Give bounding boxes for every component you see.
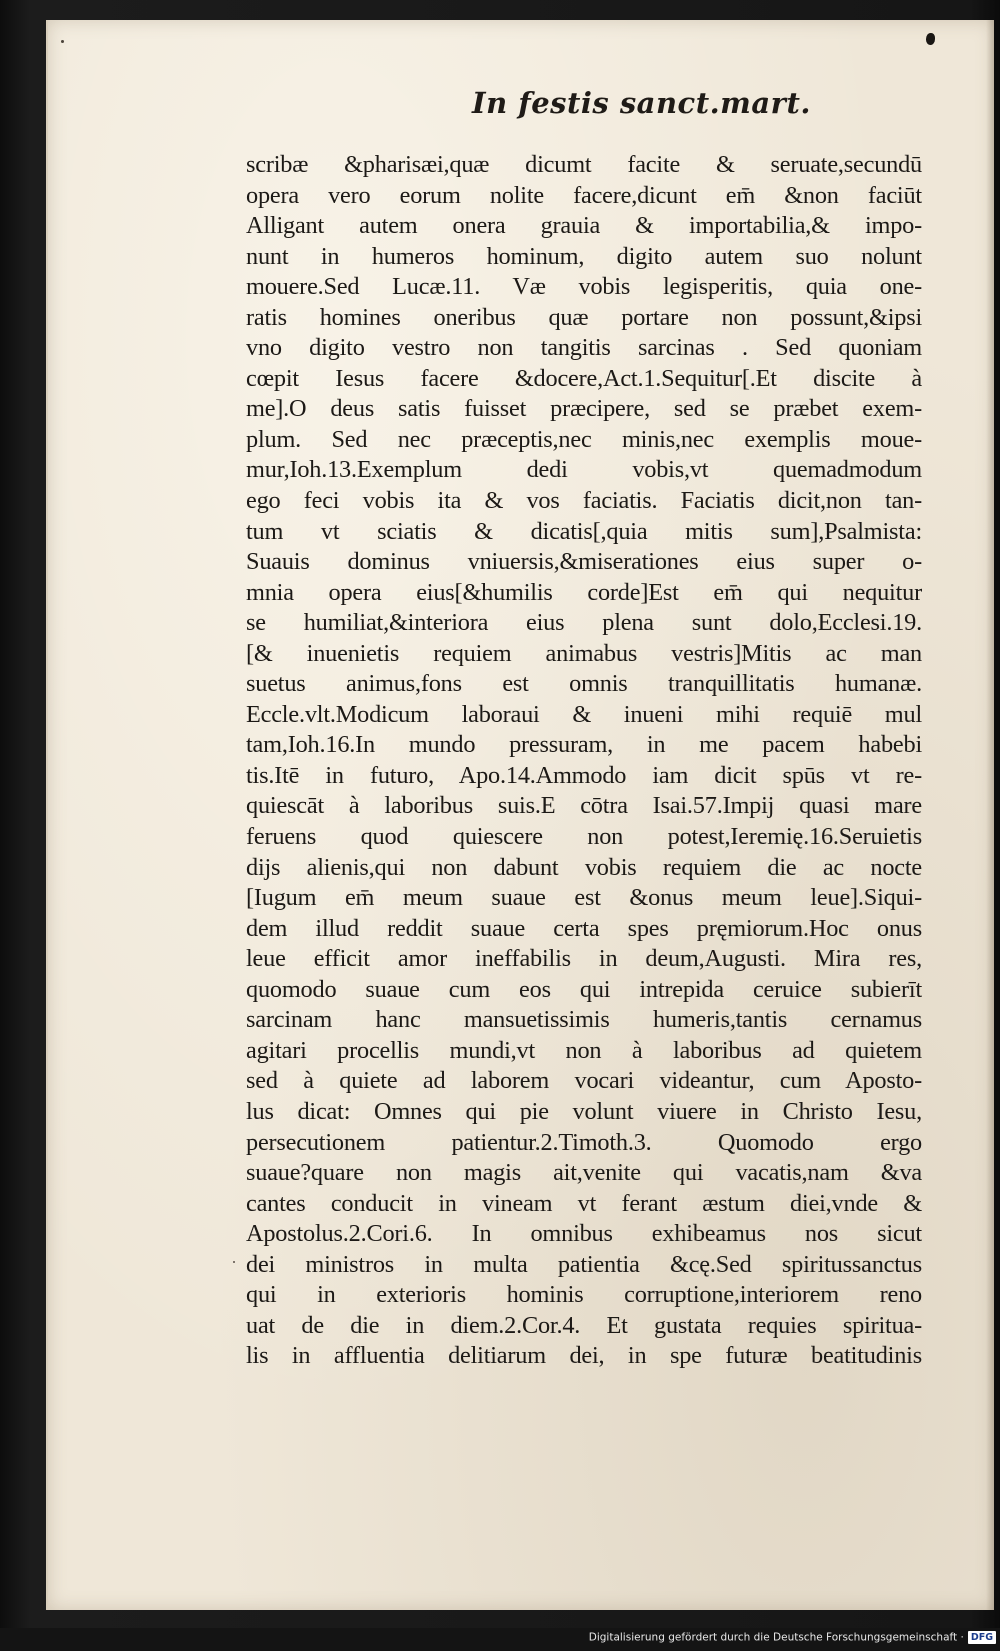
text-line: dem illud reddit suaue certa spes pręmiorum.Hoc onus bbox=[246, 914, 922, 942]
credit-text: Digitalisierung gefördert durch die Deutsche Forschungsgemeinschaft · bbox=[588, 1631, 964, 1644]
text-line: mnia opera eius[&humilis corde]Est em̄ qui nequitur bbox=[246, 578, 922, 606]
text-line: tis.Itē in futuro, Apo.14.Ammodo iam dicit spūs vt re- bbox=[246, 761, 922, 789]
text-line: suaue?quare non magis ait,venite qui vacatis,nam &va bbox=[246, 1159, 922, 1187]
text-line: scribæ &pharisæi,quæ dicumt facite & seruate,secundū bbox=[246, 151, 922, 178]
text-line: cantes conducit in vineam vt ferant æstum diei,vnde & bbox=[246, 1189, 922, 1217]
text-line: tam,Ioh.16.In mundo pressuram, in me pacem habebi bbox=[246, 731, 922, 759]
text-line: cœpit Iesus facere &docere,Act.1.Sequitur[.Et discite à bbox=[246, 364, 922, 392]
text-line: mouere.Sed Lucæ.11. Væ vobis legisperitis, quia one- bbox=[246, 273, 922, 301]
text-line: plum. Sed nec præceptis,nec minis,nec exemplis moue- bbox=[246, 425, 922, 453]
text-line: ratis homines oneribus quæ portare non possunt,&ipsi bbox=[246, 303, 922, 331]
text-line: agitari procellis mundi,vt non à laboribus ad quietem bbox=[246, 1036, 922, 1064]
text-line: sarcinam hanc mansuetissimis humeris,tantis cernamus bbox=[246, 1006, 922, 1034]
text-line: opera vero eorum nolite facere,dicunt em̄ &non faciūt bbox=[246, 181, 922, 209]
text-line: quiescāt à laboribus suis.E cōtra Isai.57.Impij quasi mare bbox=[246, 792, 922, 820]
ink-speck bbox=[61, 40, 64, 43]
text-line: Apostolus.2.Cori.6. In omnibus exhibeamus nos sicut bbox=[246, 1220, 922, 1248]
text-line: mur,Ioh.13.Exemplum dedi vobis,vt quemadmodum bbox=[246, 456, 922, 484]
text-line: quomodo suaue cum eos qui intrepida ceruice subierīt bbox=[246, 975, 922, 1003]
text-line: Eccle.vlt.Modicum laboraui & inueni mihi requiē mul bbox=[246, 700, 922, 728]
running-head: In festis sanct.mart. bbox=[472, 86, 811, 120]
dfg-logo[interactable]: DFG bbox=[968, 1631, 996, 1644]
text-line: nunt in humeros hominum, digito autem suo nolunt bbox=[246, 242, 922, 270]
text-line: lus dicat: Omnes qui pie volunt viuere in Christo Iesu, bbox=[246, 1097, 922, 1125]
text-line: persecutionem patientur.2.Timoth.3. Quomodo ergo bbox=[246, 1128, 922, 1156]
text-line: Alligant autem onera grauia & importabilia,& impo- bbox=[246, 212, 922, 240]
text-line: uat de die in diem.2.Cor.4. Et gustata requies spiritua- bbox=[246, 1311, 922, 1339]
corner-ink-mark bbox=[926, 33, 935, 45]
text-line: dijs alienis,qui non dabunt vobis requiem die ac nocte bbox=[246, 853, 922, 881]
text-line: vno digito vestro non tangitis sarcinas . Sed quoniam bbox=[246, 334, 922, 362]
text-line: ego feci vobis ita & vos faciatis. Faciatis dicit,non tan- bbox=[246, 487, 922, 515]
text-line: se humiliat,&interiora eius plena sunt dolo,Ecclesi.19. bbox=[246, 609, 922, 637]
text-line: leue efficit amor ineffabilis in deum,Augusti. Mira res, bbox=[246, 945, 922, 973]
text-line: me].O deus satis fuisset præcipere, sed se præbet exem- bbox=[246, 395, 922, 423]
body-text bbox=[246, 150, 922, 1372]
text-line: suetus animus,fons est omnis tranquillitatis humanæ. bbox=[246, 670, 922, 698]
text-line: tum vt sciatis & dicatis[,quia mitis sum],Psalmista: bbox=[246, 517, 922, 545]
margin-speck bbox=[233, 1261, 235, 1263]
text-line: [& inuenietis requiem animabus vestris]Mitis ac man bbox=[246, 639, 922, 667]
text-line: feruens quod quiescere non potest,Ieremię.16.Seruietis bbox=[246, 823, 922, 851]
text-line: [Iugum em̄ meum suaue est &onus meum leue].Siqui- bbox=[246, 884, 922, 912]
text-line: sed à quiete ad laborem vocari videantur, cum Aposto- bbox=[246, 1067, 922, 1095]
text-line: qui in exterioris hominis corruptione,interiorem reno bbox=[246, 1281, 922, 1309]
page-edge-shadow bbox=[986, 20, 994, 1610]
digitization-credit bbox=[589, 1631, 996, 1644]
text-line: dei ministros in multa patientia &cę.Sed spiritussanctus bbox=[246, 1250, 922, 1278]
text-line: lis in affluentia delitiarum dei, in spe futuræ beatitudinis bbox=[246, 1342, 922, 1370]
text-line: Suauis dominus vniuersis,&miserationes eius super o- bbox=[246, 548, 922, 576]
